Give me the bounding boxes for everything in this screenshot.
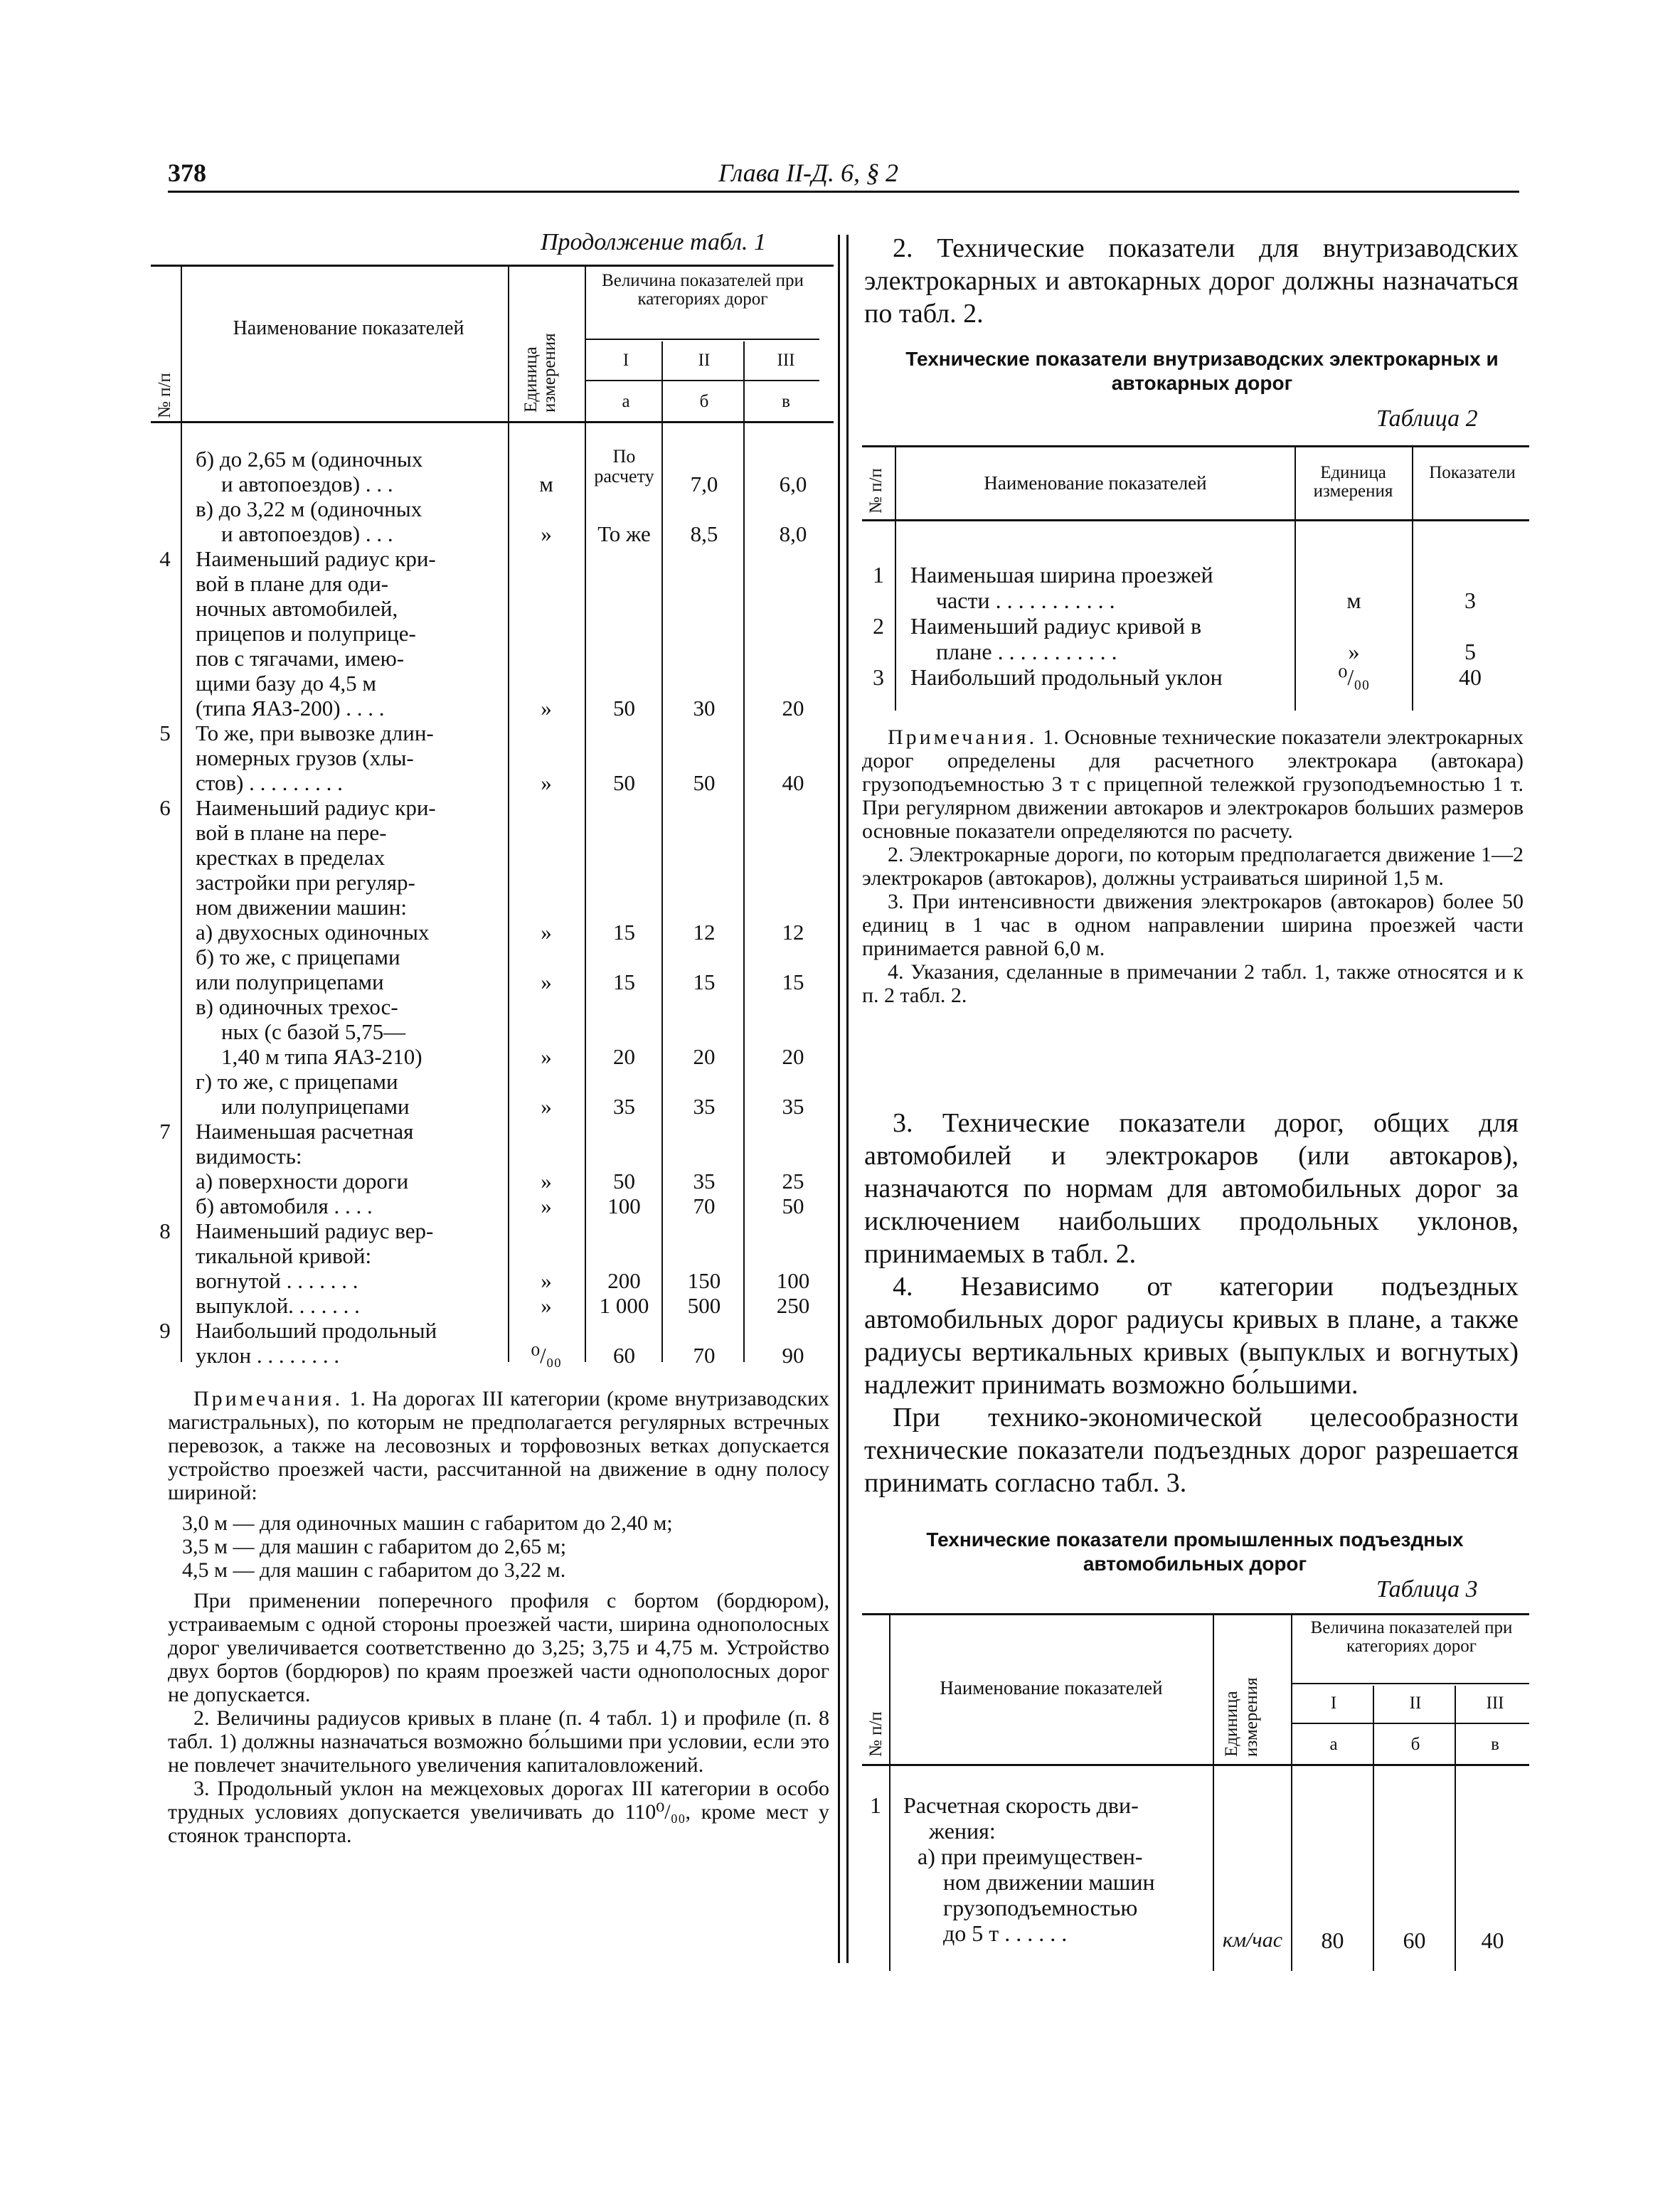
table2-row-unit: м	[1346, 588, 1361, 613]
table1-row-unit: »	[541, 1268, 552, 1293]
table1-row-value-a: 100	[607, 1193, 641, 1218]
table1-row-value-b: 35	[693, 1169, 716, 1193]
table1-row-name-line: номерных грузов (хлы-	[196, 745, 414, 770]
table2-row-value: 3	[1464, 588, 1476, 613]
table1-row-value-c: 50	[782, 1193, 804, 1218]
table1-header-cat-2: II	[698, 351, 711, 370]
table1-note-width-3: 4,5 м — для машин с габаритом до 3,22 м.	[182, 1558, 566, 1582]
table3-header-values: Величина показателей при категориях дорог	[1310, 1618, 1513, 1656]
table2-header-value: Показатели	[1429, 463, 1516, 482]
table1-row-value-b: 500	[687, 1293, 721, 1318]
table1-row-number: 5	[159, 721, 171, 745]
table1-row-value-a: То же	[597, 521, 651, 546]
table1-row-value-b: 15	[693, 969, 716, 994]
table3-row-name-line: Расчетная скорость дви-	[903, 1792, 1139, 1818]
table2-row-name	[910, 562, 1294, 613]
header-rule	[168, 191, 1519, 193]
table1-row-unit: »	[541, 920, 552, 945]
table1-row-unit: »	[541, 969, 552, 994]
table3-header-sub-1: а	[1329, 1735, 1338, 1754]
table1-row-value-b: 70	[693, 1343, 716, 1368]
table1-row-name-line: г) то же, с прицепами	[196, 1069, 398, 1094]
table2-header-num: № п/п	[866, 468, 886, 514]
table1-row-name-line: ночных автомобилей,	[196, 596, 398, 621]
table1-row-name	[196, 1193, 501, 1218]
table1-row-name-line: тикальной кривой:	[196, 1243, 372, 1268]
table1-row-number: 9	[159, 1318, 171, 1343]
table1-row-value-c: 6,0	[779, 472, 807, 496]
table1-row-number: 6	[159, 795, 171, 820]
table2-row-unit: ⁰/₀₀	[1338, 664, 1370, 690]
table2-notes-head: Примечания.	[888, 725, 1038, 749]
table2-row-name-line: Наибольший продольный уклон	[910, 664, 1223, 690]
table1-vrule	[585, 267, 586, 1362]
table1-note-3: 3. Продольный уклон на межцеховых дорогах III категории в особо трудных условиях допускается увеличивать до 110⁰/₀₀, кроме мест у стоянок транспорта.	[168, 1777, 829, 1847]
table1-note-2: 2. Величины радиусов кривых в плане (п. 4 табл. 1) и профиле (п. 8 табл. 1) должны назначаться возможно бо́льшими при условии, если это не повлечет значительного увеличения капиталовложений.	[168, 1706, 829, 1777]
table1-vrule	[661, 341, 663, 1362]
table3-row-name-line: а) при преимуществен-	[918, 1844, 1143, 1869]
table3-hrule	[1291, 1723, 1529, 1724]
table1-note-width-2: 3,5 м — для машин с габаритом до 2,65 м;	[182, 1535, 567, 1558]
table3-row-value-c: 40	[1481, 1928, 1504, 1953]
table2-row-number: 2	[873, 613, 884, 639]
table1-row-number: 8	[159, 1218, 171, 1243]
table1-row-name-line: а) двухосных одиночных	[196, 920, 430, 945]
table1-row-name-line: вой в плане для оди-	[196, 571, 389, 596]
table2-header-name: Наименование показателей	[984, 472, 1207, 494]
table2-row-value: 40	[1459, 664, 1482, 690]
table3-caption: Таблица 3	[1376, 1576, 1478, 1602]
table1-row-unit: »	[541, 1293, 552, 1318]
table1-row-value-c: 20	[782, 1044, 804, 1069]
table1-row-value-a: 50	[613, 1169, 635, 1193]
table1-row-number: 7	[159, 1119, 171, 1144]
table1-header-cat-1: I	[622, 351, 629, 370]
table3-hrule	[1291, 1683, 1529, 1684]
table2-note-4: 4. Указания, сделанные в примечании 2 табл. 1, также относятся и к п. 2 табл. 2.	[862, 960, 1524, 1007]
table3-header-cat-3: III	[1486, 1694, 1504, 1713]
table2-row-number: 3	[873, 664, 884, 690]
table1-row-name	[196, 994, 501, 1069]
table1-row-value-a: 1 000	[599, 1293, 649, 1318]
paragraph-2-text: 2. Технические показатели для внутризаводских электрокарных и автокарных дорог должны назначаться по табл. 2.	[864, 233, 1519, 329]
table1-row-name	[196, 1293, 501, 1318]
table1-row-name-line: Наименьшая расчетная	[196, 1119, 414, 1144]
table3-vrule	[889, 1615, 890, 1971]
table1-row-value-c: 250	[776, 1293, 810, 1318]
table1-row-value-a: 15	[613, 969, 635, 994]
table1-row-name-line: вой в плане на пере-	[196, 820, 387, 845]
table1-row-name-line: Наименьший радиус вер-	[196, 1218, 434, 1243]
table1-row-name-line: Наименьший радиус кри-	[196, 795, 436, 820]
table2-note-3: 3. При интенсивности движения электрокаров (автокаров) более 50 единиц в 1 час в одном направлении ширина проезжей части принимается равной 6,0 м.	[862, 890, 1524, 960]
table3-header-cat-2: II	[1409, 1694, 1422, 1713]
table1-row-value-b: 8,5	[690, 521, 718, 546]
table1-row-name-line: ных (с базой 5,75—	[221, 1019, 406, 1044]
table1-header-sub-3: в	[782, 392, 790, 411]
table3-row-name-line: ном движении машин	[943, 1869, 1155, 1895]
table1-row-unit: »	[541, 521, 552, 546]
table1-row-name-line: ном движении машин:	[196, 895, 407, 920]
table1-row-value-a: 50	[613, 696, 635, 721]
table1-row-value-a: 35	[613, 1094, 635, 1119]
table1-row-value-c: 100	[776, 1268, 810, 1293]
table1-row-name-line: Наибольший продольный	[196, 1318, 437, 1343]
table1-row-name-line: б) до 2,65 м (одиночных	[196, 447, 423, 472]
table2-row-name-line: плане . . . . . . . . . . .	[936, 639, 1117, 664]
table1-row-value-c: 15	[782, 969, 804, 994]
table2-row-name	[910, 664, 1294, 690]
table2-row-number: 1	[873, 562, 884, 588]
table3-header-cat-1: I	[1330, 1694, 1337, 1713]
paragraphs-3-5	[864, 1107, 1519, 1499]
table1-row-name	[196, 496, 501, 546]
table2-row-value: 5	[1464, 639, 1476, 664]
table2-note-1: 1. Основные технические показатели электрокарных дорог определены для расчетного электрокара (автокара) грузоподъемностью 3 т с прицепной тележкой грузоподъемностью 1 т. При регулярном движении автокаров и электрокаров больших размеров основные показатели определяются по расчету.	[862, 725, 1524, 843]
table2-header-unit: Единица измерения	[1313, 463, 1393, 501]
table1-row-name-line: б) автомобиля . . . .	[196, 1193, 373, 1218]
table3-header-num: № п/п	[866, 1711, 886, 1757]
table1-row-value-c: 12	[782, 920, 804, 945]
table1-row-unit: ⁰/₀₀	[531, 1343, 562, 1368]
table1-row-unit: »	[541, 1193, 552, 1218]
table1-row-value-a: 20	[613, 1044, 635, 1069]
table1-row-name-line: и автопоездов) . . .	[221, 472, 393, 496]
table1-row-value-a: 60	[613, 1343, 635, 1368]
table1-row-name-line: уклон . . . . . . . .	[196, 1343, 340, 1368]
table3-row-value-a: 80	[1321, 1928, 1344, 1953]
table1-row-unit: »	[541, 1094, 552, 1119]
table3-row-name-line: до 5 т . . . . . .	[943, 1920, 1068, 1946]
table1-note-profile: При применении поперечного профиля с бортом (бордюром), устраиваемым с одной стороны проезжей части, ширина однополосных дорог увеличивается соответственно до 3,25; 3,75 и 4,75 м. Устройство двух бортов (бордюров) по краям проезжей части однополосных дорог не допускается.	[168, 1589, 829, 1706]
table1-row-name-line: или полуприцепами	[221, 1094, 410, 1119]
table1-row-unit: »	[541, 770, 552, 795]
table1-row-name-line: в) одиночных трехос-	[196, 994, 398, 1019]
table1-vrule	[181, 267, 182, 1362]
table3-row-unit: км/час	[1222, 1928, 1283, 1952]
table2-row-name-line: части . . . . . . . . . . .	[936, 588, 1115, 613]
table1-row-name-line: Наименьший радиус кри-	[196, 546, 436, 571]
table1-row-unit: м	[539, 472, 553, 496]
table1-row-name-line: видимость:	[196, 1144, 302, 1169]
page-number: 378	[168, 159, 206, 187]
table1-row-name	[196, 1119, 501, 1193]
paragraph-5: При технико-экономической целесообразности технические показатели подъездных дорог разрешается принимать согласно табл. 3.	[864, 1403, 1519, 1498]
table1-row-name-line: То же, при вывозке длин-	[196, 721, 434, 745]
table1-hrule	[585, 339, 819, 340]
table1-row-name	[196, 1318, 501, 1368]
table3-vrule	[1213, 1615, 1214, 1971]
table2-row-name-line: Наименьший радиус кривой в	[910, 613, 1202, 639]
table1-note-1: 1. На дорогах III категории (кроме внутризаводских магистральных), по которым не предполагается регулярных встречных перевозок, а также на лесовозных и торфовозных ветках допускается устройство проезжей части, рассчитанной на движение в одну полосу шириной:	[168, 1387, 829, 1504]
table1-caption: Продолжение табл. 1	[541, 229, 767, 255]
table3-header-rule	[862, 1764, 1529, 1766]
table2-row-unit: »	[1348, 639, 1360, 664]
table3-title: Технические показатели промышленных подъездных автомобильных дорог	[926, 1529, 1464, 1575]
table1-row-value-c: 8,0	[779, 521, 807, 546]
table2-note-2: 2. Электрокарные дороги, по которым предполагается движение 1—2 электрокаров (автокаров), должны устраиваться шириной 1,5 м.	[862, 843, 1524, 890]
table1-row-value-b: 150	[687, 1268, 721, 1293]
chapter-heading: Глава II-Д. 6, § 2	[718, 159, 898, 187]
table1-row-name	[196, 721, 501, 795]
table1-row-unit: »	[541, 1044, 552, 1069]
table1-hrule	[585, 380, 819, 381]
table1-row-value-b: 12	[693, 920, 716, 945]
table2-vrule	[895, 447, 896, 711]
table1-row-name	[196, 795, 501, 945]
table1-row-value-b: 7,0	[690, 472, 718, 496]
paragraph-3: 3. Технические показатели дорог, общих для автомобилей и электрокаров (или автокаров), назначаются по нормам для автомобильных дорог за исключением наибольших продольных уклонов, принимаемых в табл. 2.	[864, 1108, 1519, 1269]
table1-row-name-line: а) поверхности дороги	[196, 1169, 409, 1193]
paragraph-2	[864, 232, 1519, 330]
table1-notes-head: Примечания.	[193, 1387, 344, 1410]
table1-row-value-b: 50	[693, 770, 716, 795]
paragraph-4: 4. Независимо от категории подъездных автомобильных дорог радиусы кривых в плане, а также радиусы вертикальных кривых (выпуклых и вогнутых) надлежит принимать возможно бо́льшими.	[864, 1272, 1519, 1400]
table1-notes	[168, 1387, 829, 1847]
table1-header-sub-2: б	[699, 392, 709, 411]
table2-caption: Таблица 2	[1376, 405, 1478, 432]
table1-row-value-b: 35	[693, 1094, 716, 1119]
table1-row-name-line: в) до 3,22 м (одиночных	[196, 496, 422, 521]
table1-row-value-c: 20	[782, 696, 804, 721]
table1-row-value-c: 40	[782, 770, 804, 795]
table1-row-unit: »	[541, 1169, 552, 1193]
table1-row-value-a: 200	[607, 1268, 641, 1293]
table1-row-value-c: 90	[782, 1343, 804, 1368]
table1-row-name	[196, 546, 501, 721]
table1-row-name-line: прицепов и полуприце-	[196, 621, 416, 646]
table1-row-name-line: или полуприцепами	[196, 969, 384, 994]
table1-row-value-a: По расчету	[594, 446, 654, 487]
table1-row-name-line: стов) . . . . . . . . .	[196, 770, 343, 795]
table3-row-number: 1	[870, 1792, 881, 1818]
table1-row-name-line: крестках в пределах	[196, 845, 386, 870]
table1-row-value-b: 70	[693, 1193, 716, 1218]
table1-row-value-a: 50	[613, 770, 635, 795]
table1-row-value-b: 30	[693, 696, 716, 721]
column-divider	[838, 235, 840, 1963]
table1-row-name	[196, 1069, 501, 1119]
table1-header-cat-3: III	[777, 351, 795, 370]
column-divider-2	[846, 235, 849, 1963]
table1-header-rule	[151, 421, 834, 423]
table1-row-name-line: застройки при регуляр-	[196, 870, 415, 895]
table2-notes	[862, 725, 1524, 1007]
table3-row-value-b: 60	[1403, 1928, 1426, 1953]
table1-row-name-line: щими базу до 4,5 м	[196, 671, 376, 696]
table1-header-name: Наименование показателей	[233, 317, 464, 339]
table3-header-unit: Единица измерения	[1222, 1677, 1261, 1757]
table1-row-name	[196, 1218, 501, 1293]
table3-row-name	[903, 1792, 1209, 1946]
table1-note-width-1: 3,0 м — для одиночных машин с габаритом до 2,40 м;	[182, 1511, 673, 1535]
table1-row-name-line: вогнутой . . . . . . .	[196, 1268, 358, 1293]
table1-vrule	[743, 341, 745, 1362]
table2-header-rule	[862, 519, 1529, 521]
table1-header-sub-1: а	[622, 392, 630, 411]
table3-header-name: Наименование показателей	[940, 1677, 1163, 1698]
table3-top-rule	[862, 1613, 1529, 1615]
table3-header-sub-2: б	[1410, 1735, 1420, 1754]
table1-row-value-b: 20	[693, 1044, 716, 1069]
table1-row-name-line: (типа ЯАЗ-200) . . . .	[196, 696, 385, 721]
table2-row-name-line: Наименьшая ширина проезжей	[910, 562, 1213, 588]
table1-vrule	[508, 267, 509, 1362]
table1-row-name-line: 1,40 м типа ЯАЗ-210)	[221, 1044, 422, 1069]
table2-row-name	[910, 613, 1294, 664]
table2-top-rule	[862, 445, 1529, 447]
table1-row-value-c: 35	[782, 1094, 804, 1119]
table1-row-value-c: 25	[782, 1169, 804, 1193]
table1-row-number: 4	[159, 546, 171, 571]
table1-row-name	[196, 945, 501, 994]
table1-header-unit: Единица измерения	[521, 333, 559, 413]
table3-row-name-line: жения:	[929, 1818, 996, 1844]
table3-header-sub-3: в	[1491, 1735, 1499, 1754]
table1-header-num: № п/п	[155, 373, 174, 418]
table1-row-name-line: выпуклой. . . . . . .	[196, 1293, 360, 1318]
table3-vrule	[1291, 1615, 1292, 1971]
table1-header-values: Величина показателей при категориях дорог	[602, 271, 804, 309]
table2-title: Технические показатели внутризаводских электрокарных и автокарных дорог	[905, 348, 1499, 394]
table1-top-rule	[151, 265, 834, 267]
table1-row-name-line: б) то же, с прицепами	[196, 945, 400, 969]
table1-row-unit: »	[541, 696, 552, 721]
table1-row-name	[196, 447, 501, 496]
table3-row-name-line: грузоподъемностью	[943, 1895, 1138, 1920]
table1-row-value-a: 15	[613, 920, 635, 945]
table1-row-name-line: и автопоездов) . . .	[221, 521, 393, 546]
table1-row-name-line: пов с тягачами, имею-	[196, 646, 405, 671]
